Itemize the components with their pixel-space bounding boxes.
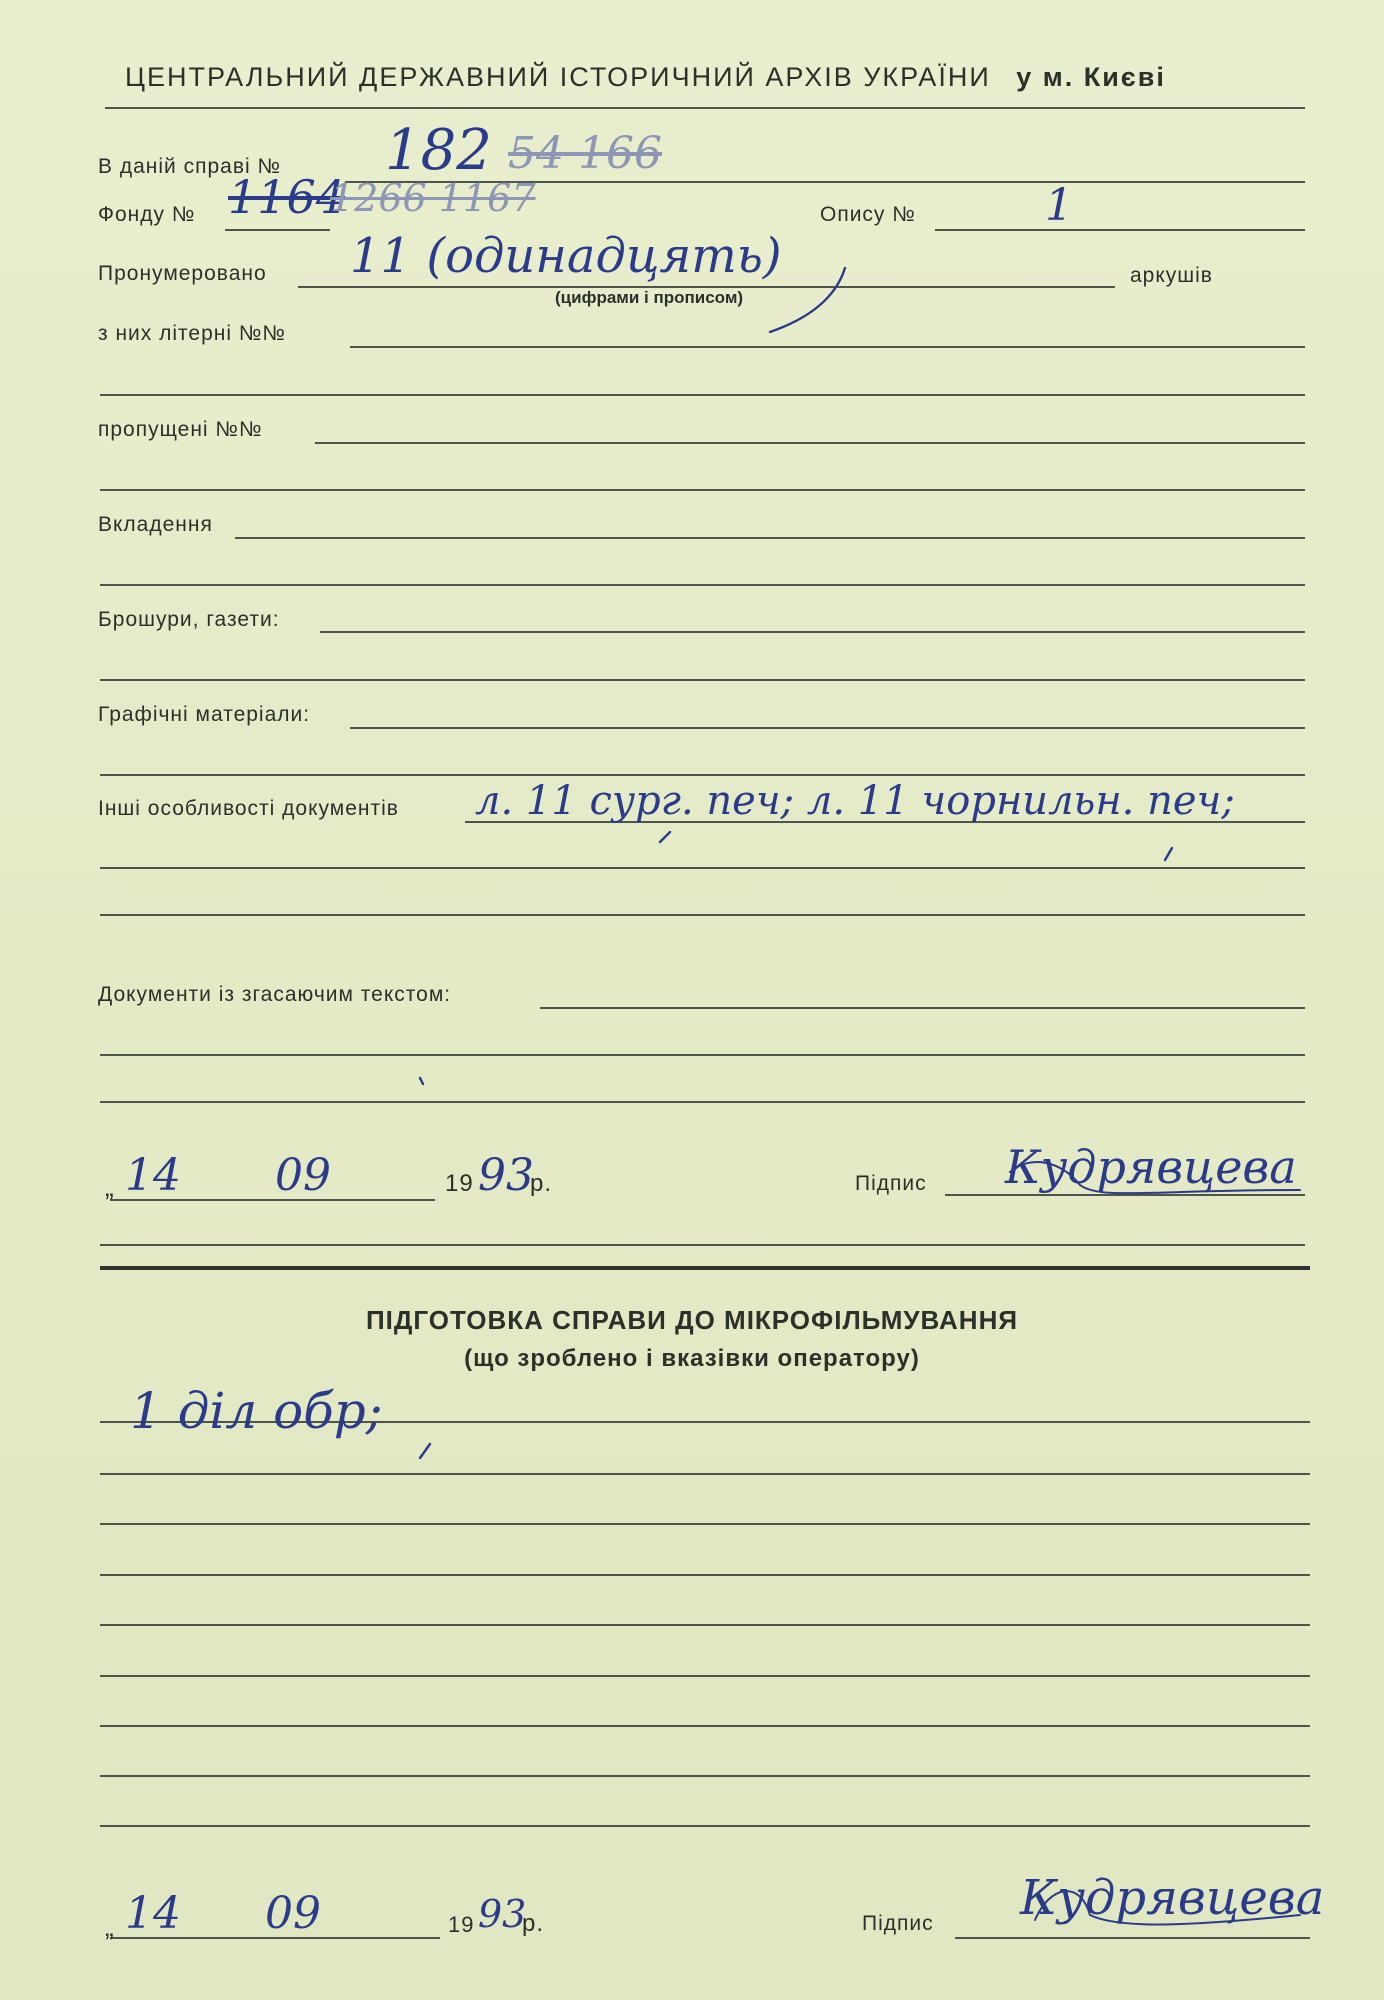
date1-year: 93	[478, 1150, 534, 1201]
date2-open-quote: „	[105, 1912, 115, 1942]
case-value-crossed: 54 166	[508, 128, 662, 179]
other-features-label: Інші особливості документів	[98, 797, 399, 820]
signature1-value: Кудрявцева	[1005, 1140, 1297, 1194]
microfilm-note: 1 діл обр;	[130, 1382, 383, 1440]
fading-text-label: Документи із згасаючим текстом:	[98, 983, 452, 1006]
enclosures-label: Вкладення	[98, 513, 213, 536]
other-features-value: л. 11 сург. печ; л. 11 чорнильн. печ;	[475, 778, 1235, 824]
brochures-label: Брошури, газети:	[98, 608, 280, 631]
signature1-label: Підпис	[855, 1172, 927, 1195]
date1-month: 09	[275, 1150, 331, 1201]
date1-suffix: р.	[530, 1170, 553, 1197]
lettered-label: з них літерні №№	[98, 322, 286, 345]
numbered-label: Пронумеровано	[98, 262, 267, 285]
opys-value: 1	[1045, 180, 1073, 231]
sheets-label: аркушів	[1130, 264, 1213, 287]
opys-label: Опису №	[820, 203, 916, 226]
archive-name: ЦЕНТРАЛЬНИЙ ДЕРЖАВНИЙ ІСТОРИЧНИЙ АРХІВ УКРАЇНИ	[125, 62, 991, 92]
microfilm-subtitle: (що зроблено і вказівки оператору)	[464, 1345, 920, 1372]
date1-year-prefix: 19	[445, 1170, 474, 1197]
date1-open-quote: „	[105, 1172, 115, 1202]
skipped-label: пропущені №№	[98, 418, 263, 441]
fond-label: Фонду №	[98, 203, 196, 226]
archive-city: у м. Києві	[1016, 62, 1166, 92]
microfilm-title: ПІДГОТОВКА СПРАВИ ДО МІКРОФІЛЬМУВАННЯ	[365, 1305, 1019, 1335]
case-value: 182	[385, 118, 492, 183]
numbered-hint: (цифрами і прописом)	[555, 288, 744, 307]
fond-value: 1164	[228, 170, 346, 224]
date2-suffix: р.	[522, 1910, 545, 1937]
date2-year: 93	[478, 1892, 527, 1936]
fond-value-crossed: 1266 1167	[330, 176, 536, 220]
date1-day: 14	[125, 1150, 181, 1201]
case-label: В даній справі №	[98, 155, 282, 178]
graphics-label: Графічні матеріали:	[98, 703, 311, 726]
numbered-value: 11 (одинадцять)	[350, 228, 782, 284]
signature2-value: Кудрявцева	[1020, 1870, 1325, 1926]
date2-year-prefix: 19	[448, 1912, 475, 1937]
signature2-label: Підпис	[862, 1912, 934, 1935]
archive-header	[125, 62, 1166, 93]
date2-day: 14	[125, 1888, 181, 1939]
date2-month: 09	[265, 1888, 321, 1939]
